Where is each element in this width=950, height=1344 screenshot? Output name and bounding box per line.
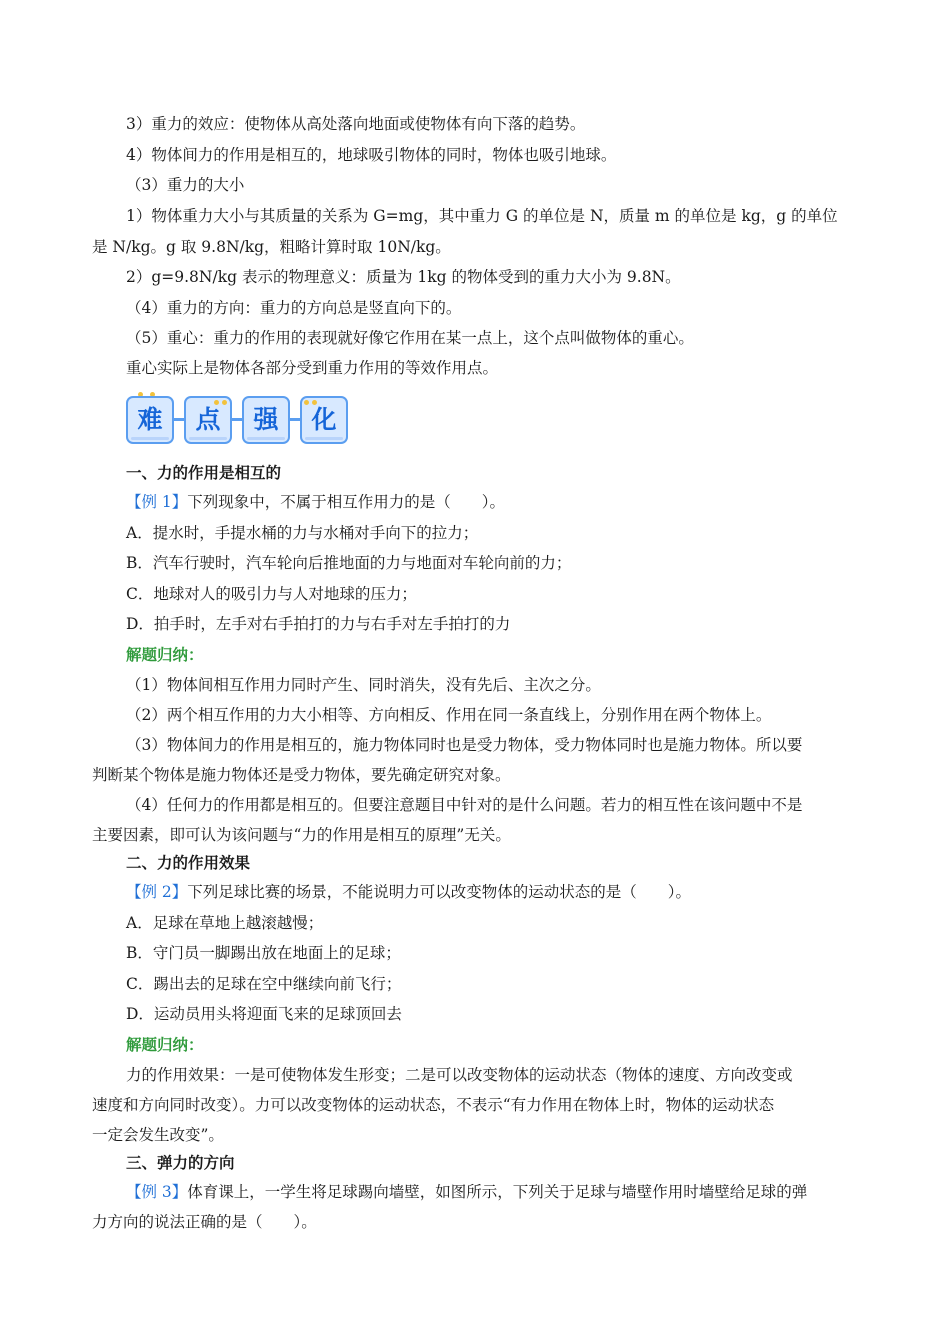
summary-text: （4）任何力的作用都是相互的。但要注意题目中针对的是什么问题。若力的相互性在该问题中不是 <box>126 796 803 814</box>
banner-char: 强 <box>242 396 290 444</box>
section-title: 三、弹力的方向 <box>126 1153 235 1172</box>
option: C．踢出去的足球在空中继续向前飞行； <box>126 975 402 993</box>
banner-char: 化 <box>300 396 348 444</box>
text-line: （4）重力的方向：重力的方向总是竖直向下的。 <box>126 299 462 317</box>
banner-char: 点 <box>184 396 232 444</box>
question-text: 力方向的说法正确的是（ ）。 <box>92 1213 317 1231</box>
question-text: 下列足球比赛的场景，不能说明力可以改变物体的运动状态的是（ ）。 <box>187 883 692 901</box>
text-line: 是 N/kg。g 取 9.8N/kg，粗略计算时取 10N/kg。 <box>92 238 451 256</box>
question-text: 体育课上，一学生将足球踢向墙壁，如图所示，下列关于足球与墙壁作用时墙壁给足球的弹 <box>187 1183 808 1201</box>
summary-text: （2）两个相互作用的力大小相等、方向相反、作用在同一条直线上，分别作用在两个物体上。 <box>126 706 772 724</box>
difficulty-banner <box>126 392 356 450</box>
section-title: 一、力的作用是相互的 <box>126 463 282 482</box>
summary-text: （3）物体间力的作用是相互的，施力物体同时也是受力物体，受力物体同时也是施力物体。所以要 <box>126 736 803 754</box>
option: A．提水时，手提水桶的力与水桶对手向下的拉力； <box>126 524 479 542</box>
text-line: 重心实际上是物体各部分受到重力作用的等效作用点。 <box>126 359 499 377</box>
example-tag: 【例 3】 <box>126 1183 188 1201</box>
example-question <box>126 491 505 513</box>
question-text: 下列现象中，不属于相互作用力的是（ ）。 <box>187 493 506 511</box>
text-line: 1）物体重力大小与其质量的关系为 G=mg，其中重力 G 的单位是 N，质量 m 的单位是 kg，g 的单位 <box>126 207 838 225</box>
summary-text: （1）物体间相互作用力同时产生、同时消失，没有先后、主次之分。 <box>126 676 601 694</box>
example-question <box>126 881 691 903</box>
example-question <box>126 1181 807 1203</box>
summary-label: 解题归纳： <box>126 1035 204 1054</box>
summary-text: 主要因素，即可认为该问题与“力的作用是相互的原理”无关。 <box>92 826 511 844</box>
example-tag: 【例 2】 <box>126 883 188 901</box>
section-title: 二、力的作用效果 <box>126 853 251 872</box>
option: B．守门员一脚踢出放在地面上的足球； <box>126 944 401 962</box>
option: C．地球对人的吸引力与人对地球的压力； <box>126 585 417 603</box>
summary-label: 解题归纳： <box>126 645 204 664</box>
summary-text: 判断某个物体是施力物体还是受力物体，要先确定研究对象。 <box>92 766 511 784</box>
summary-text: 力的作用效果：一是可使物体发生形变；二是可以改变物体的运动状态（物体的速度、方向改变或 <box>126 1066 793 1084</box>
option: B．汽车行驶时，汽车轮向后推地面的力与地面对车轮向前的力； <box>126 554 572 572</box>
text-line: 3）重力的效应：使物体从高处落向地面或使物体有向下落的趋势。 <box>126 115 586 133</box>
option: D．运动员用头将迎面飞来的足球顶回去 <box>126 1005 402 1023</box>
text-line: （5）重心：重力的作用的表现就好像它作用在某一点上，这个点叫做物体的重心。 <box>126 329 694 347</box>
text-line: 2）g=9.8N/kg 表示的物理意义：质量为 1kg 的物体受到的重力大小为 9.8N。 <box>126 268 681 286</box>
summary-text: 速度和方向同时改变）。力可以改变物体的运动状态，不表示“有力作用在物体上时，物体的运动状态 <box>92 1096 775 1114</box>
summary-text: 一定会发生改变”。 <box>92 1126 224 1144</box>
text-line: 4）物体间力的作用是相互的，地球吸引物体的同时，物体也吸引地球。 <box>126 146 617 164</box>
option: D．拍手时，左手对右手拍打的力与右手对左手拍打的力 <box>126 615 511 633</box>
example-tag: 【例 1】 <box>126 493 188 511</box>
option: A．足球在草地上越滚越慢； <box>126 914 324 932</box>
text-line: （3）重力的大小 <box>126 176 245 194</box>
banner-char: 难 <box>126 396 174 444</box>
